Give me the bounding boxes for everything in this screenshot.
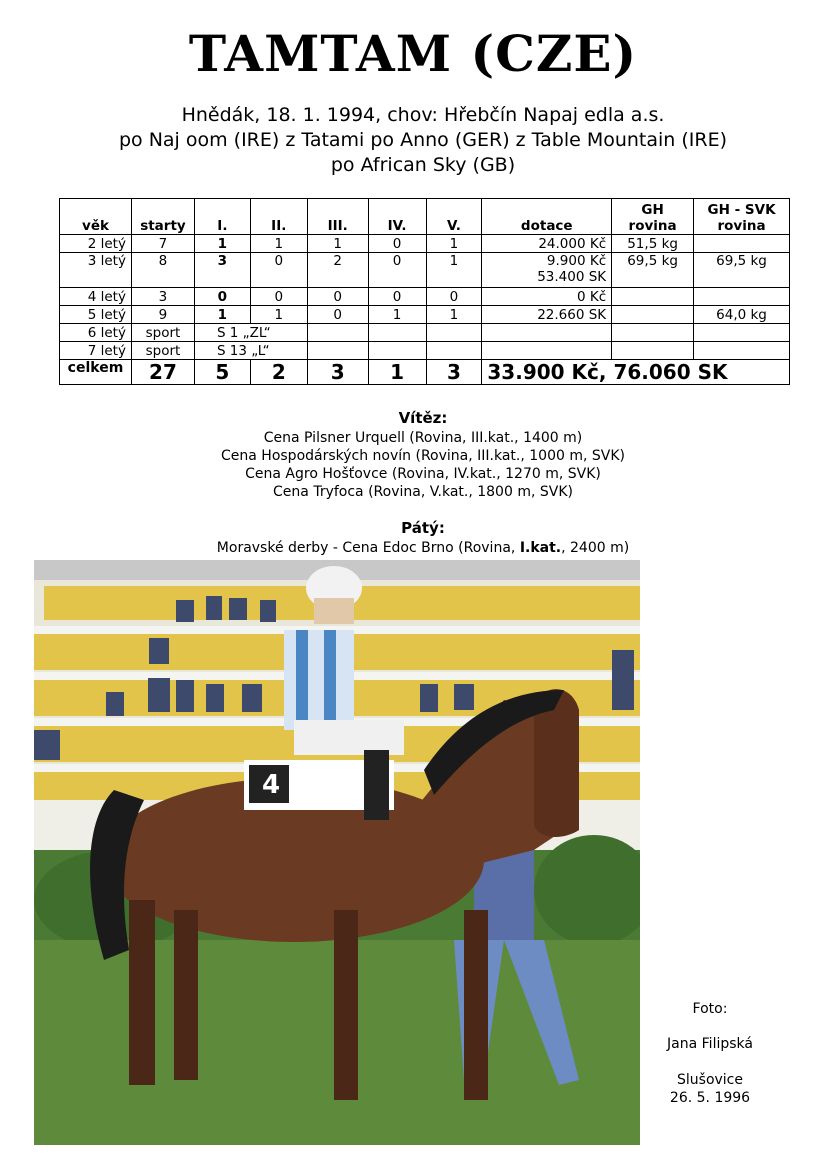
list-item: Moravské derby - Cena Edoc Brno (Rovina, I.kat., 2400 m) [216, 540, 630, 556]
info-line-pedigree-cont: po African Sky (GB) [330, 154, 516, 176]
photo-credit-label: Foto: [692, 1001, 728, 1017]
total-prize: 33.900 Kč, 76.060 SK [482, 360, 790, 385]
table-row: 7 letý sport S 13 „L“ [60, 342, 790, 360]
list-item: Cena Agro Hošťovce (Rovina, IV.kat., 1270 m, SVK) [245, 466, 601, 482]
list-item: Cena Tryfoca (Rovina, V.kat., 1800 m, SVK) [273, 484, 573, 500]
table-row: 2 letý 7 1 1 1 0 1 24.000 Kč 51,5 kg [60, 235, 790, 253]
winner-section [0, 409, 826, 501]
race-record-table [59, 198, 790, 385]
col-header-first: I. [194, 199, 250, 235]
col-header-starts: starty [131, 199, 194, 235]
table-header-row [60, 199, 790, 235]
table-row: 4 letý 3 0 0 0 0 0 0 Kč [60, 288, 790, 306]
horse-name-title: TAMTAM (CZE) [188, 24, 638, 83]
list-item: Cena Hospodárských novín (Rovina, III.kat., 1000 m, SVK) [221, 448, 625, 464]
fifth-section [0, 519, 826, 557]
list-item: Cena Pilsner Urquell (Rovina, III.kat., 1400 m) [263, 430, 583, 446]
table-row: 3 letý 8 3 0 2 0 1 9.900 Kč 53.400 SK 69,5 kg 69,5 kg [60, 253, 790, 288]
info-line-pedigree: po Naj oom (IRE) z Tatami po Anno (GER) z Table Mountain (IRE) [118, 129, 728, 151]
winner-header: Vítěz: [398, 409, 448, 427]
table-total-row: celkem 27 5 2 3 1 3 33.900 Kč, 76.060 SK [60, 360, 790, 385]
col-header-prize: dotace [482, 199, 612, 235]
horse-photo-illustration [34, 560, 640, 1145]
col-header-fourth: IV. [368, 199, 426, 235]
col-header-gh-svk: GH - SVK rovina [694, 199, 790, 235]
photo-credit-place: Slušovice [677, 1072, 743, 1088]
col-header-third: III. [307, 199, 368, 235]
col-header-gh: GH rovina [612, 199, 694, 235]
photo-credit-name: Jana Filipská [667, 1036, 753, 1052]
horse-photo [34, 560, 640, 1145]
table-row: 5 letý 9 1 1 0 1 1 22.660 SK 64,0 kg [60, 306, 790, 324]
photo-credit-date: 26. 5. 1996 [669, 1090, 751, 1106]
col-header-fifth: V. [426, 199, 482, 235]
col-header-second: II. [250, 199, 307, 235]
info-line-breeding: Hnědák, 18. 1. 1994, chov: Hřebčín Napaj edla a.s. [181, 104, 665, 126]
col-header-age: věk [60, 199, 132, 235]
table-row: 6 letý sport S 1 „ZL“ [60, 324, 790, 342]
fifth-header: Pátý: [401, 519, 445, 537]
number-cloth: 4 [262, 770, 281, 800]
